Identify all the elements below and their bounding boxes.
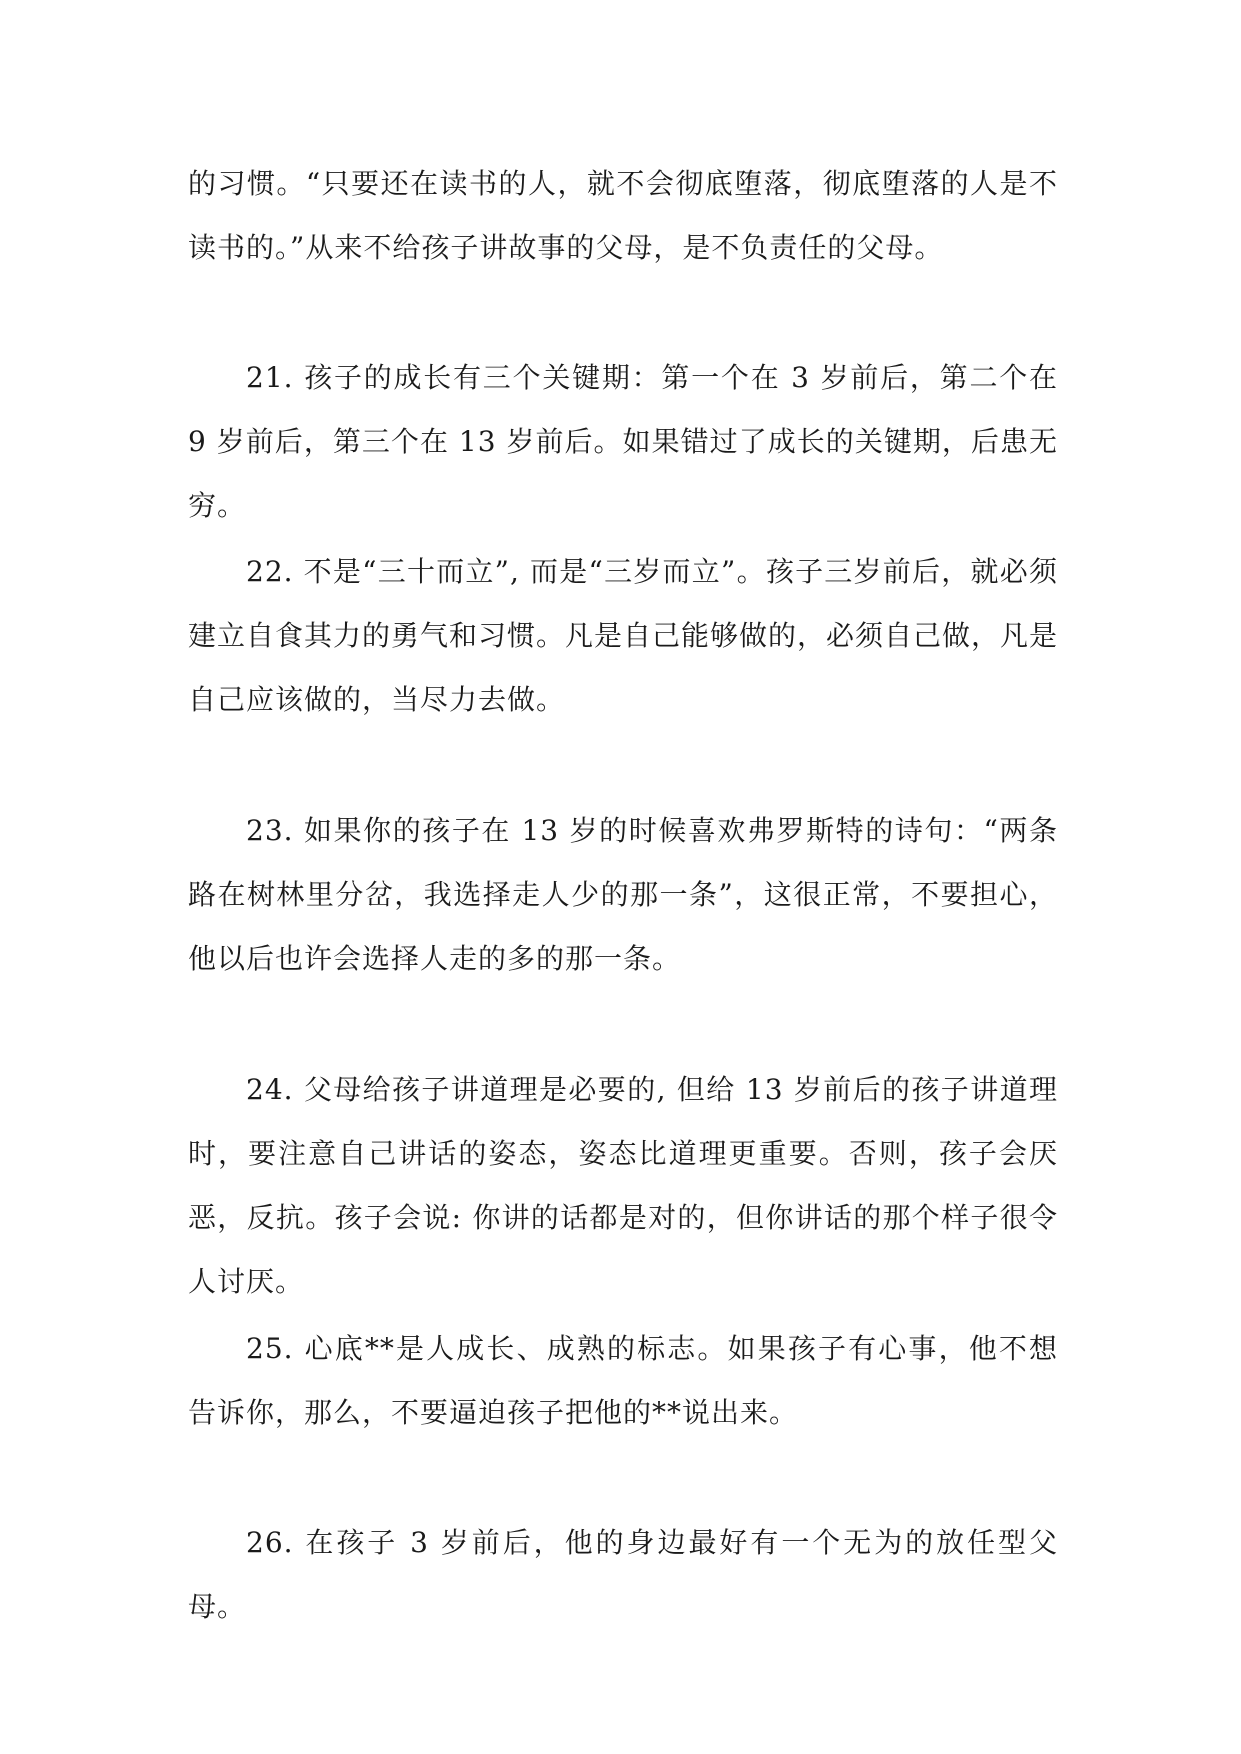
paragraph-item-21: 21. 孩子的成长有三个关键期：第一个在 3 岁前后，第二个在 9 岁前后，第三个在 13 岁前后。如果错过了成长的关键期，后患无穷。 [188, 361, 1058, 522]
paragraph-item-23: 23. 如果你的孩子在 13 岁的时候喜欢弗罗斯特的诗句：“两条路在树林里分岔，我选择走人少的那一条”，这很正常，不要担心，他以后也许会选择人走的多的那一条。 [188, 814, 1058, 975]
paragraph-continuation: 的习惯。“只要还在读书的人，就不会彻底堕落，彻底堕落的人是不读书的。”从来不给孩子讲故事的父母，是不负责任的父母。 [188, 167, 1058, 264]
paragraph-item-26: 26. 在孩子 3 岁前后，他的身边最好有一个无为的放任型父母。 [188, 1526, 1058, 1623]
paragraph-item-25: 25. 心底**是人成长、成熟的标志。如果孩子有心事，他不想告诉你，那么，不要逼迫孩子把他的**说出来。 [188, 1332, 1058, 1429]
paragraph-item-22: 22. 不是“三十而立”, 而是“三岁而立”。孩子三岁前后，就必须建立自食其力的勇气和习惯。凡是自己能够做的，必须自己做，凡是自己应该做的，当尽力去做。 [188, 555, 1059, 716]
paragraph-item-24: 24. 父母给孩子讲道理是必要的, 但给 13 岁前后的孩子讲道理时，要注意自己讲话的姿态，姿态比道理更重要。否则，孩子会厌恶，反抗。孩子会说: 你讲的话都是对的，但你讲话的那个样子很令人讨厌。 [188, 1073, 1058, 1298]
